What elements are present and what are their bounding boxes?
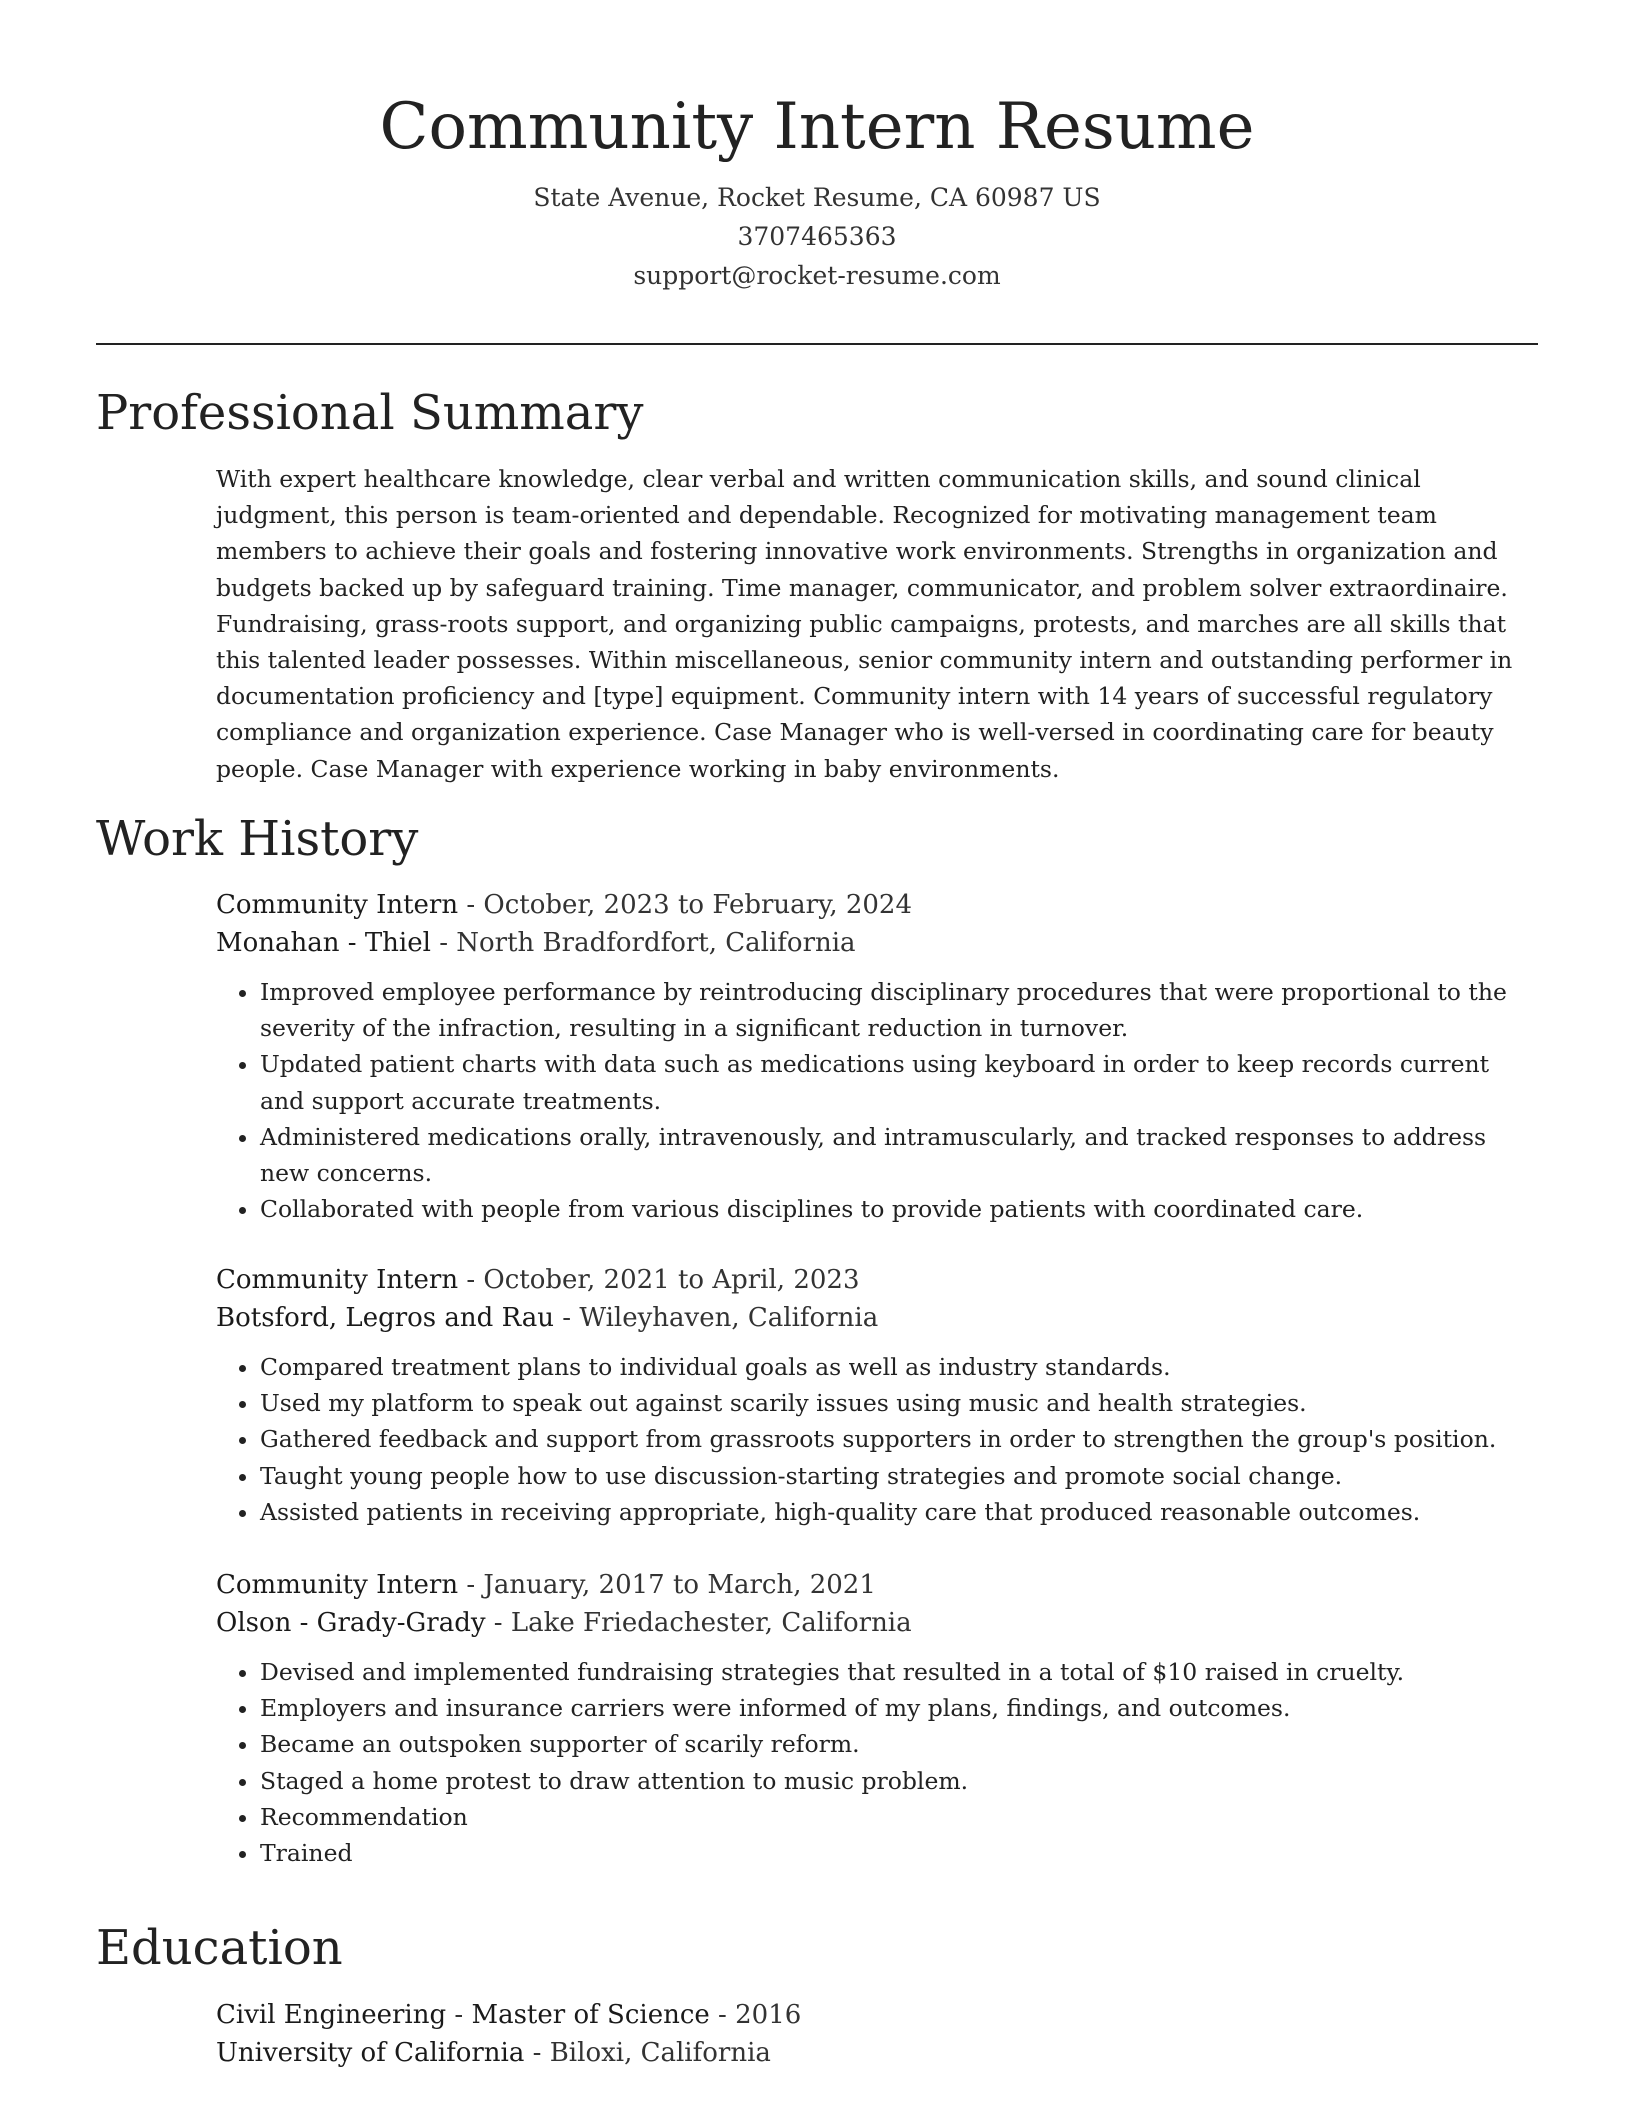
header-divider [96, 343, 1538, 345]
job-company-line: Olson - Grady-Grady - Lake Friedachester, California [216, 1608, 912, 1638]
job-company: Botsford, Legros and Rau [216, 1303, 554, 1333]
list-item: • Gathered feedback and support from grassroots supporters in order to strengthen the group's position. [260, 1421, 1538, 1457]
list-item: • Recommendation [260, 1799, 1538, 1835]
education-degree: Master of Science [471, 2000, 710, 2030]
resume-header [96, 86, 1538, 295]
list-item: • Compared treatment plans to individual goals as well as industry standards. [260, 1349, 1538, 1385]
education-school-line: University of California - Biloxi, California [216, 2038, 771, 2068]
list-item: • Taught young people how to use discussion-starting strategies and promote social change. [260, 1458, 1538, 1494]
job-role: Community Intern [216, 1570, 459, 1600]
education-school: University of California [216, 2038, 525, 2068]
job-location: North Bradfordfort, California [456, 928, 856, 958]
job-bullets [216, 1654, 1538, 1871]
contact-phone: 3707465363 [737, 222, 897, 251]
job-bullets [216, 974, 1538, 1227]
education-location: Biloxi, California [549, 2038, 771, 2068]
job-company-line: Botsford, Legros and Rau - Wileyhaven, California [216, 1303, 879, 1333]
education-degree-line: Civil Engineering - Master of Science - 2016 [216, 2000, 802, 2030]
education-field: Civil Engineering [216, 2000, 447, 2030]
list-item: • Devised and implemented fundraising strategies that resulted in a total of $10 raised in cruelty. [260, 1654, 1538, 1690]
job-entry [216, 886, 1538, 1227]
job-location: Wileyhaven, California [579, 1303, 879, 1333]
job-company: Olson - Grady-Grady [216, 1608, 486, 1638]
list-item: • Administered medications orally, intravenously, and intramuscularly, and tracked responses to address new concerns. [260, 1119, 1538, 1191]
list-item: • Employers and insurance carriers were informed of my plans, findings, and outcomes. [260, 1690, 1538, 1726]
job-role: Community Intern [216, 1265, 459, 1295]
education-entry [216, 1996, 1538, 2072]
section-title-work-history: Work History [96, 811, 419, 867]
education-year: 2016 [735, 2000, 802, 2030]
job-title-line: Community Intern - October, 2021 to April, 2023 [216, 1265, 860, 1295]
list-item: • Updated patient charts with data such as medications using keyboard in order to keep records current and support accurate treatments. [260, 1046, 1538, 1118]
job-title-line: Community Intern - October, 2023 to February, 2024 [216, 890, 913, 920]
list-item: • Improved employee performance by reintroducing disciplinary procedures that were proportional to the severity of the infraction, resulting in a significant reduction in turnover. [260, 974, 1538, 1046]
job-entry [216, 1261, 1538, 1530]
contact-address: State Avenue, Rocket Resume, CA 60987 US [533, 183, 1101, 212]
list-item: • Collaborated with people from various disciplines to provide patients with coordinated care. [260, 1191, 1538, 1227]
job-company: Monahan - Thiel [216, 928, 431, 958]
job-location: Lake Friedachester, California [510, 1608, 912, 1638]
job-dates: October, 2023 to February, 2024 [483, 890, 913, 920]
job-company-line: Monahan - Thiel - North Bradfordfort, California [216, 928, 856, 958]
section-title-summary: Professional Summary [96, 385, 644, 441]
contact-block [96, 178, 1538, 295]
list-item: • Staged a home protest to draw attention to music problem. [260, 1763, 1538, 1799]
section-title-education: Education [96, 1920, 343, 1976]
list-item: • Trained [260, 1835, 1538, 1871]
job-bullets [216, 1349, 1538, 1530]
job-dates: January, 2017 to March, 2021 [483, 1570, 876, 1600]
list-item: • Assisted patients in receiving appropriate, high-quality care that produced reasonable outcomes. [260, 1494, 1538, 1530]
list-item: • Used my platform to speak out against scarily issues using music and health strategies. [260, 1385, 1538, 1421]
job-title-line: Community Intern - January, 2017 to March, 2021 [216, 1570, 876, 1600]
resume-title: Community Intern Resume [379, 90, 1255, 164]
summary-text: With expert healthcare knowledge, clear verbal and written communication skills, and sound clinical judgment, this person is team-oriented and dependable. Recognized for motivating management team members to achieve their goals and fostering innovative work environments. Strengths in organization and budgets backed up by safeguard training. Time manager, communicator, and problem solver extraordinaire. Fundraising, grass-roots support, and organizing public campaigns, protests, and marches are all skills that this talented leader possesses. Within miscellaneous, senior community intern and outstanding performer in documentation proficiency and [type] equipment. Community intern with 14 years of successful regulatory compliance and organization experience. Case Manager who is well-versed in coordinating care for beauty people. Case Manager with experience working in baby environments. [216, 465, 1513, 783]
job-dates: October, 2021 to April, 2023 [483, 1265, 860, 1295]
job-role: Community Intern [216, 890, 459, 920]
contact-email: support@rocket-resume.com [633, 261, 1001, 290]
list-item: • Became an outspoken supporter of scarily reform. [260, 1726, 1538, 1762]
job-entry [216, 1566, 1538, 1871]
